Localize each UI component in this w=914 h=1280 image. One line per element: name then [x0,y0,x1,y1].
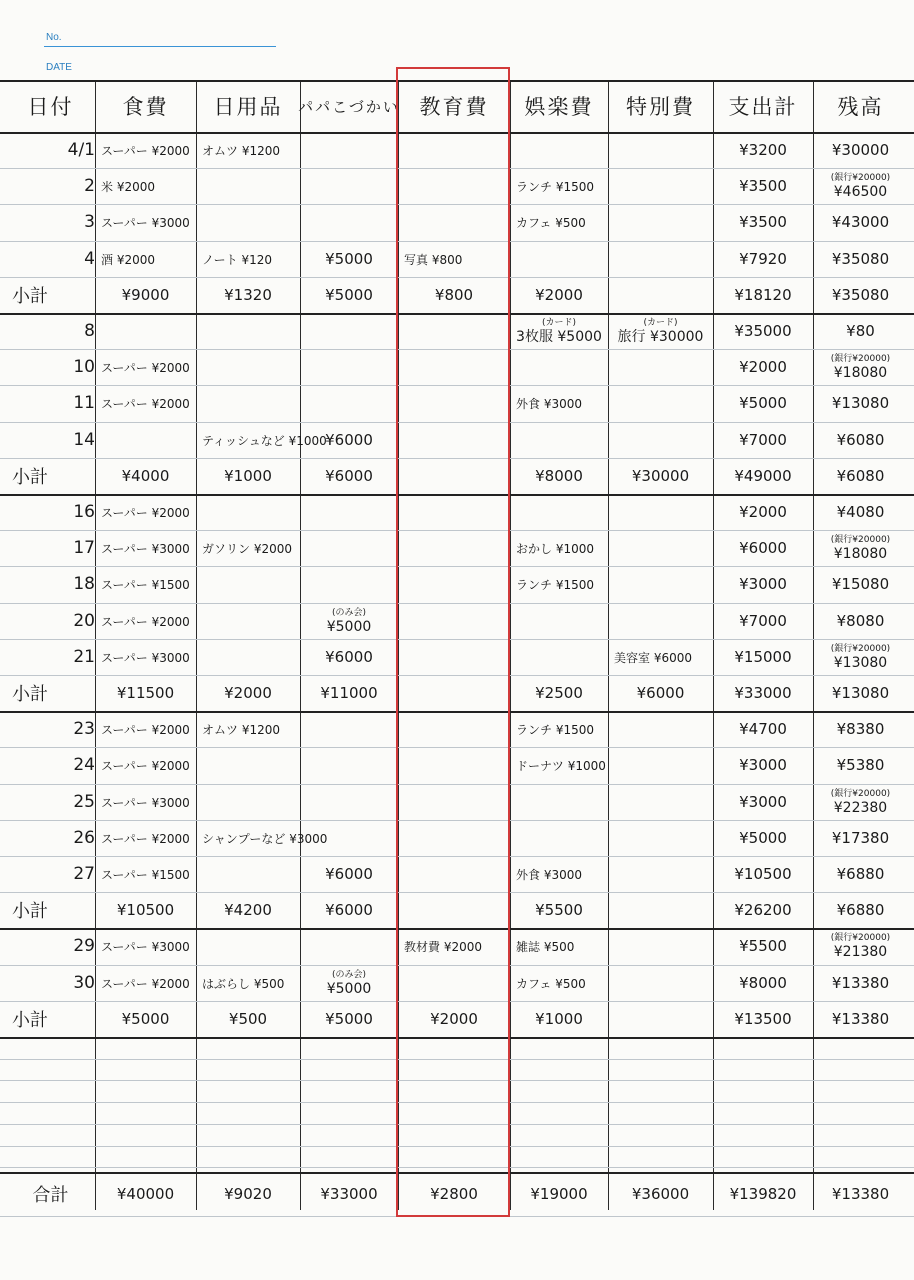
subtotal-ent: ¥2000 [535,286,583,304]
cell-total: ¥8000 [739,974,787,992]
date-cell: 23 [73,719,95,739]
cell-food: スーパー ¥2000 [101,360,190,375]
cell-total: ¥2000 [739,503,787,521]
grand-total-total: ¥139820 [729,1185,797,1203]
date-cell: 2 [84,176,95,196]
no-label: No. [46,32,62,43]
subtotal-ent: ¥1000 [535,1010,583,1028]
cell-balance: ¥6080 [836,431,885,449]
subtotal-food: ¥10500 [116,901,175,919]
subtotal-daily: ¥1320 [224,286,272,304]
cell-papa [300,965,398,1001]
cell-ent-value: 3枚服 ¥5000 [516,328,602,345]
cell-food: スーパー ¥3000 [101,215,190,230]
cell-papa-note: (のみ会) [331,969,367,980]
cell-papa: ¥5000 [325,250,373,268]
subtotal-food: ¥11500 [116,684,175,702]
cell-balance: ¥15080 [831,575,890,593]
cell-food: スーパー ¥1500 [101,867,190,882]
cell-ent: 雑誌 ¥500 [516,939,575,954]
cell-food: スーパー ¥2000 [101,505,190,520]
date-cell: 16 [73,502,95,522]
subtotal-balance: ¥6080 [836,467,885,485]
subtotal-label: 小計 [12,684,48,705]
cell-ent: 外食 ¥3000 [516,396,582,411]
grand-total-label: 合計 [32,1185,69,1206]
cell-total: ¥4700 [739,720,787,738]
cell-edu: 写真 ¥800 [404,252,463,267]
cell-ent-note: (カード) [541,317,577,328]
cell-ent: ランチ ¥1500 [516,179,594,194]
grand-total-food: ¥40000 [116,1185,175,1203]
cell-food: スーパー ¥2000 [101,143,190,158]
date-cell: 18 [73,574,95,594]
grand-total-ent: ¥19000 [530,1185,588,1203]
cell-total: ¥3000 [739,793,787,811]
cell-papa [300,603,398,639]
cell-daily: シャンプーなど ¥3000 [202,831,328,846]
cell-total: ¥3200 [739,141,787,159]
date-label: DATE [46,62,72,73]
cell-total: ¥35000 [734,322,792,340]
date-cell: 4 [84,249,95,269]
grand-total-special: ¥36000 [631,1185,690,1203]
cell-total: ¥5500 [739,937,787,955]
grand-total-edu: ¥2800 [430,1185,478,1203]
cell-balance [813,928,908,964]
cell-balance-value: ¥13080 [833,654,888,671]
cell-papa-value: ¥5000 [326,980,372,997]
subtotal-daily: ¥500 [228,1010,268,1028]
date-cell: 24 [73,755,95,775]
cell-daily: オムツ ¥1200 [202,722,280,737]
subtotal-papa: ¥6000 [325,467,373,485]
cell-ent: おかし ¥1000 [516,541,594,556]
blank-row-rule [0,1059,914,1060]
blank-row-rule [0,1080,914,1081]
subtotal-total: ¥13500 [734,1010,792,1028]
date-cell: 14 [73,430,95,450]
blank-row-rule [0,1124,914,1125]
cell-papa-note: (のみ会) [331,607,367,618]
cell-special [608,313,713,349]
cell-ent: 外食 ¥3000 [516,867,582,882]
cell-edu: 教材費 ¥2000 [404,939,482,954]
date-cell: 29 [73,936,95,956]
cell-food: スーパー ¥2000 [101,831,190,846]
cell-special-note: (カード) [643,317,678,328]
date-cell: 25 [73,792,95,812]
cell-food: スーパー ¥1500 [101,577,190,592]
column-header-total: 支出計 [728,95,798,119]
date-cell: 30 [73,973,95,993]
cell-daily: ガソリン ¥2000 [202,541,292,556]
cell-ent: カフェ ¥500 [516,976,586,991]
cell-special: 美容室 ¥6000 [614,650,692,665]
subtotal-food: ¥4000 [121,467,170,485]
cell-balance-value: ¥18080 [833,545,888,562]
grand-total-papa: ¥33000 [320,1185,378,1203]
subtotal-label: 小計 [12,467,48,488]
blank-row-rule [0,1146,914,1147]
cell-balance-note: (銀行¥20000) [830,353,891,364]
subtotal-daily: ¥2000 [224,684,272,702]
date-cell: 11 [73,393,95,413]
cell-balance-note: (銀行¥20000) [830,534,891,545]
column-header-food: 食費 [122,95,169,119]
subtotal-papa: ¥6000 [325,901,373,919]
cell-food: スーパー ¥2000 [101,614,190,629]
cell-balance-note: (銀行¥20000) [830,172,891,183]
subtotal-papa: ¥5000 [325,1010,373,1028]
cell-food: スーパー ¥3000 [101,650,190,665]
date-cell: 10 [73,357,95,377]
column-header-ent: 娯楽費 [524,95,594,119]
subtotal-ent: ¥8000 [535,467,583,485]
cell-papa: ¥6000 [325,648,373,666]
subtotal-total: ¥18120 [734,286,792,304]
cell-food: スーパー ¥2000 [101,758,190,773]
subtotal-total: ¥33000 [734,684,792,702]
cell-balance: ¥8080 [836,612,885,630]
subtotal-daily: ¥4200 [224,901,272,919]
cell-balance: ¥4080 [836,503,885,521]
subtotal-ent: ¥2500 [535,684,583,702]
cell-food: スーパー ¥3000 [101,541,190,556]
cell-total: ¥6000 [739,539,787,557]
subtotal-total: ¥26200 [734,901,792,919]
cell-balance [813,349,908,385]
subtotal-balance: ¥35080 [831,286,890,304]
cell-total: ¥3500 [739,213,787,231]
column-header-edu: 教育費 [419,95,489,119]
subtotal-food: ¥5000 [121,1010,170,1028]
subtotal-special: ¥30000 [631,467,690,485]
cell-balance: ¥35080 [831,250,890,268]
cell-food: 米 ¥2000 [101,179,155,194]
subtotal-balance: ¥6880 [836,901,885,919]
subtotal-label: 小計 [12,1010,48,1031]
subtotal-label: 小計 [12,901,48,922]
cell-food: スーパー ¥2000 [101,976,190,991]
subtotal-rule [0,1037,914,1039]
cell-balance-note: (銀行¥20000) [830,932,891,943]
grand-total-daily: ¥9020 [224,1185,272,1203]
date-cell: 17 [73,538,95,558]
cell-daily: ノート ¥120 [202,252,272,267]
subtotal-label: 小計 [12,286,48,307]
subtotal-total: ¥49000 [734,467,792,485]
cell-balance: ¥8380 [836,720,885,738]
cell-balance-note: (銀行¥20000) [830,788,891,799]
cell-balance: ¥13380 [831,974,890,992]
cell-total: ¥7000 [739,612,787,630]
cell-balance-value: ¥22380 [833,799,888,816]
cell-daily: はぶらし ¥500 [202,976,285,991]
subtotal-special: ¥6000 [636,684,685,702]
subtotal-balance: ¥13080 [831,684,890,702]
cell-food: 酒 ¥2000 [101,252,155,267]
cell-balance: ¥5380 [836,756,885,774]
subtotal-ent: ¥5500 [535,901,583,919]
column-header-balance: 残高 [837,95,884,119]
cell-total: ¥3000 [739,575,787,593]
grand-total-bottom-rule [0,1216,914,1217]
cell-daily: オムツ ¥1200 [202,143,280,158]
cell-balance: ¥13080 [831,394,890,412]
cell-total: ¥7920 [739,250,787,268]
date-cell: 4/1 [67,140,95,160]
subtotal-papa: ¥11000 [320,684,378,702]
column-header-special: 特別費 [626,95,695,119]
column-header-daily: 日用品 [213,95,283,119]
subtotal-food: ¥9000 [121,286,170,304]
cell-total: ¥7000 [739,431,787,449]
cell-papa: ¥6000 [325,431,373,449]
cell-ent: ランチ ¥1500 [516,722,594,737]
date-cell: 3 [84,212,95,232]
cell-ent: カフェ ¥500 [516,215,586,230]
cell-papa-value: ¥5000 [326,618,372,635]
cell-food: スーパー ¥2000 [101,396,190,411]
cell-food: スーパー ¥3000 [101,939,190,954]
cell-food: スーパー ¥2000 [101,722,190,737]
cell-total: ¥5000 [739,394,787,412]
education-column-highlight [396,67,510,1217]
blank-row-rule [0,1167,914,1168]
cell-balance: ¥43000 [831,213,890,231]
cell-ent [510,313,608,349]
cell-balance [813,168,908,204]
cell-special-value: 旅行 ¥30000 [617,328,704,345]
column-header-papa: パパこづかい [298,97,400,116]
cell-balance [813,639,908,675]
cell-balance-value: ¥21380 [833,943,888,960]
subtotal-balance: ¥13380 [831,1010,890,1028]
cell-food: スーパー ¥3000 [101,795,190,810]
date-cell: 21 [73,647,95,667]
cell-balance: ¥80 [846,322,875,340]
date-cell: 20 [73,611,95,631]
date-cell: 8 [84,321,95,341]
blank-row-rule [0,1102,914,1103]
cell-ent: ドーナツ ¥1000 [516,758,606,773]
column-header-day: 日付 [27,95,74,119]
cell-balance: ¥30000 [831,141,890,159]
cell-balance: ¥17380 [831,829,890,847]
cell-total: ¥2000 [739,358,787,376]
grand-total-balance: ¥13380 [831,1185,890,1203]
cell-balance-value: ¥46500 [833,183,888,200]
cell-total: ¥10500 [734,865,792,883]
subtotal-papa: ¥5000 [325,286,373,304]
subtotal-daily: ¥1000 [224,467,272,485]
cell-ent: ランチ ¥1500 [516,577,594,592]
cell-total: ¥3500 [739,177,787,195]
cell-papa: ¥6000 [325,865,373,883]
cell-total: ¥5000 [739,829,787,847]
cell-total: ¥15000 [734,648,792,666]
cell-balance [813,530,908,566]
cell-total: ¥3000 [739,756,787,774]
cell-balance-note: (銀行¥20000) [830,643,891,654]
date-cell: 26 [73,828,95,848]
cell-balance [813,784,908,820]
no-underline [44,46,276,47]
cell-daily: ティッシュなど ¥1000 [202,433,327,448]
subtotal-edu: ¥2000 [430,1010,478,1028]
cell-balance: ¥6880 [836,865,885,883]
cell-balance-value: ¥18080 [833,364,888,381]
date-cell: 27 [73,864,95,884]
subtotal-edu: ¥800 [434,286,474,304]
